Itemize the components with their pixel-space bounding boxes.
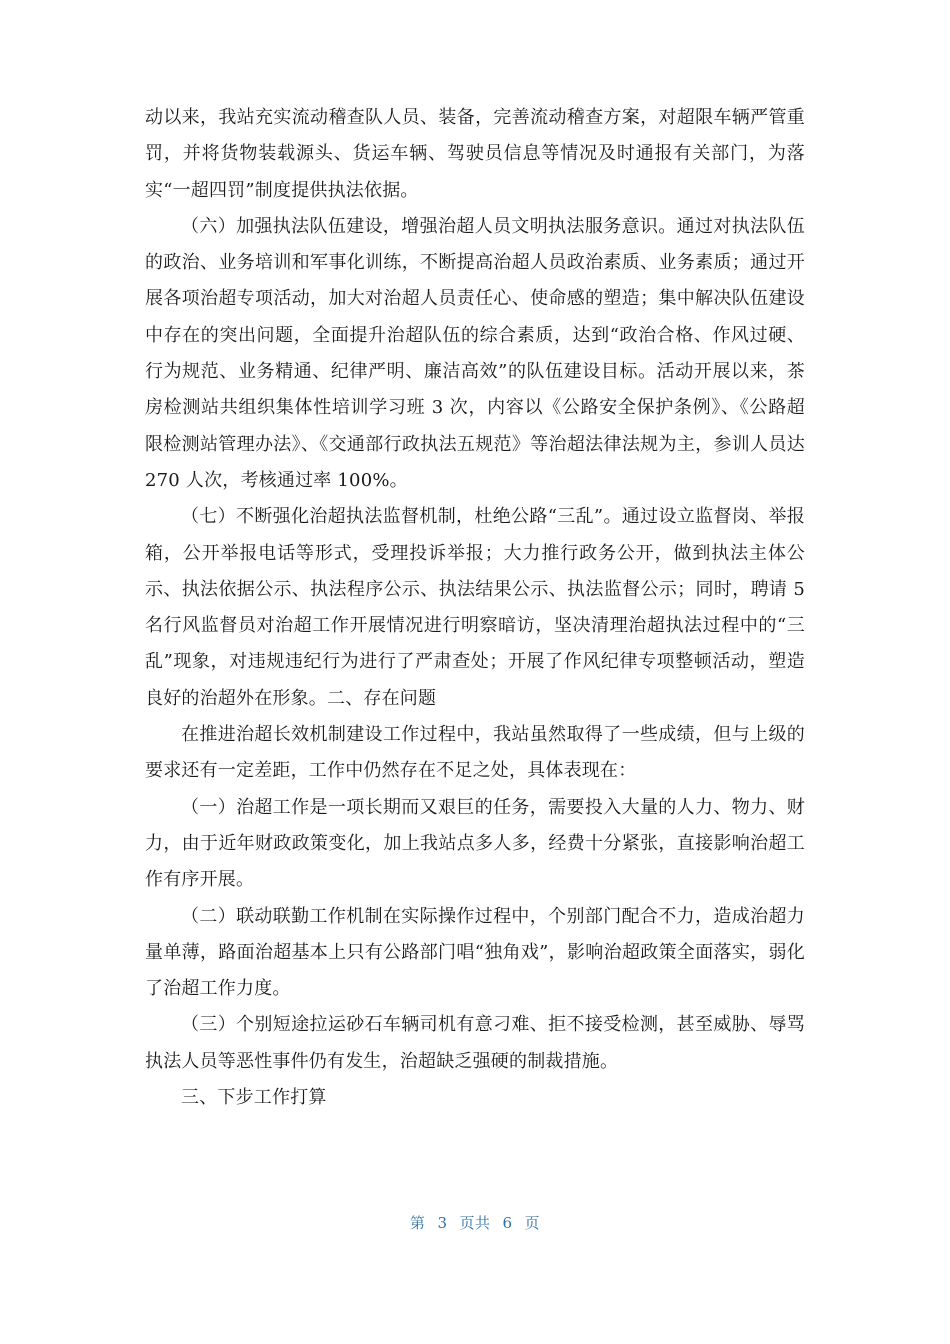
paragraph-continuation: 动以来，我站充实流动稽查队人员、装备，完善流动稽查方案，对超限车辆严管重罚，并将货物装载源头、货运车辆、驾驶员信息等情况及时通报有关部门，为落实“一超四罚”制度提供执法依据。 [145,107,805,201]
section-heading-next-steps: 三、下步工作打算 [181,1087,327,1109]
document-body [145,100,805,1116]
paragraph-section-7: （七）不断强化治超执法监督机制，杜绝公路“三乱”。通过设立监督岗、举报箱，公开举报电话等形式，受理投诉举报；大力推行政务公开，做到执法主体公示、执法依据公示、执法程序公示、执法结果公示、执法监督公示；同时，聘请 5 名行风监督员对治超工作开展情况进行明察暗访，坚决清理治超执法过程中的“三乱”现象，对违规违纪行为进行了严肃查处；开展了作风纪律专项整顿活动，塑造良好的治超外在形象。二、存在问题 [145,506,805,709]
paragraph-section-6: （六）加强执法队伍建设，增强治超人员文明执法服务意识。通过对执法队伍的政治、业务培训和军事化训练，不断提高治超人员政治素质、业务素质；通过开展各项治超专项活动，加大对治超人员责任心、使命感的塑造；集中解决队伍建设中存在的突出问题，全面提升治超队伍的综合素质，达到“政治合格、作风过硬、行为规范、业务精通、纪律严明、廉洁高效”的队伍建设目标。活动开展以来，茶房检测站共组织集体性培训学习班 3 次，内容以《公路安全保护条例》、《公路超限检测站管理办法》、《交通部行政执法五规范》等治超法律法规为主，参训人员达 270 人次，考核通过率 100%。 [145,215,805,491]
paragraph-problem-2: （二）联动联勤工作机制在实际操作过程中，个别部门配合不力，造成治超力量单薄，路面治超基本上只有公路部门唱“独角戏”，影响治超政策全面落实，弱化了治超工作力度。 [145,905,805,1000]
paragraph-problem-1: （一）治超工作是一项长期而又艰巨的任务，需要投入大量的人力、物力、财力，由于近年财政政策变化，加上我站点多人多，经费十分紧张，直接影响治超工作有序开展。 [145,796,805,891]
page-label-suffix: 页 [524,1214,541,1232]
page-label-mid: 页共 [459,1214,491,1232]
paragraph-problem-3: （三）个别短途拉运砂石车辆司机有意刁难、拒不接受检测，甚至威胁、辱骂执法人员等恶性事件仍有发生，治超缺乏强硬的制裁措施。 [145,1014,805,1072]
total-pages-number: 6 [502,1214,513,1232]
current-page-number: 3 [437,1214,448,1232]
page-number-footer [0,1212,950,1233]
page-label-prefix: 第 [409,1214,426,1232]
paragraph-problems-intro: 在推进治超长效机制建设工作过程中，我站虽然取得了一些成绩，但与上级的要求还有一定差距，工作中仍然存在不足之处，具体表现在： [145,724,805,782]
